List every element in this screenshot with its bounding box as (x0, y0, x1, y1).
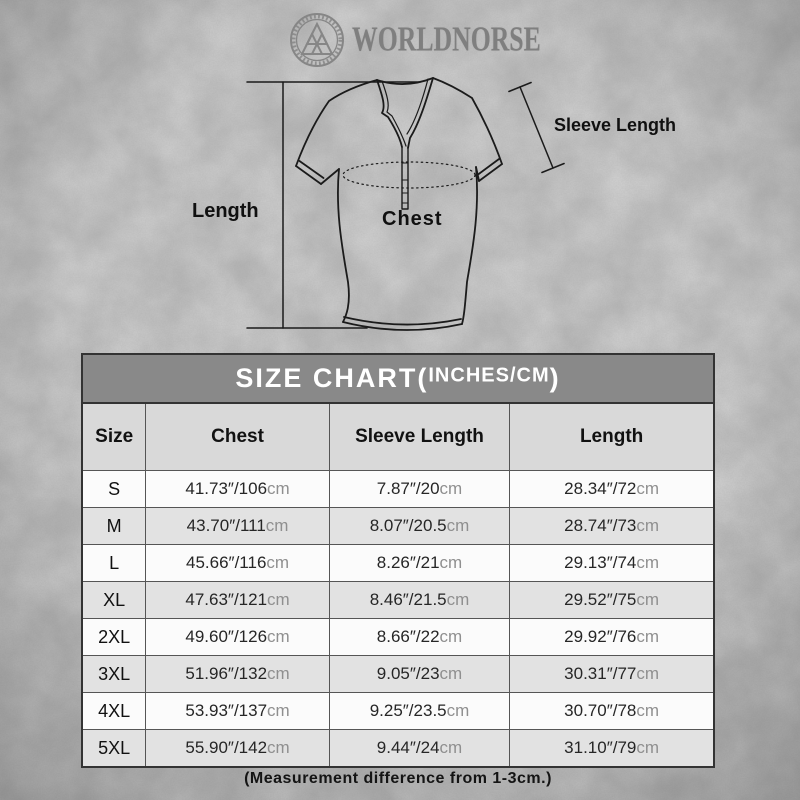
sleeve-unit-label: cm (439, 553, 463, 572)
sleeve-unit-label: cm (439, 664, 463, 683)
size-chart-title: SIZE CHART( (235, 363, 429, 393)
valknut-emblem-icon (288, 12, 346, 70)
size-table-row (82, 508, 714, 545)
column-header-size: Size (82, 403, 146, 471)
size-table-row (82, 730, 714, 768)
size-cell: 2XL (82, 619, 146, 656)
chest-unit-label: cm (265, 516, 289, 535)
chest-cell (146, 471, 329, 508)
sleeve-unit-label: cm (439, 738, 463, 757)
sleeve-length-cell (329, 693, 509, 730)
sleeve-unit-label: cm (446, 701, 470, 720)
chest-value: 45.66″/116 (186, 553, 267, 572)
sleeve-length-value: 8.46″/21.5 (369, 590, 447, 609)
chest-unit-label: cm (267, 479, 290, 498)
chest-unit-label: cm (267, 627, 290, 646)
size-table-row (82, 656, 714, 693)
sleeve-unit-label: cm (439, 479, 463, 498)
sleeve-length-value: 9.05″/23 (376, 664, 440, 683)
size-cell: XL (82, 582, 146, 619)
size-table-row (82, 693, 714, 730)
sleeve-length-cell (329, 582, 509, 619)
chest-cell (146, 693, 329, 730)
chest-cell (146, 730, 329, 768)
length-value: 29.52″/75 (564, 590, 637, 609)
length-value: 29.92″/76 (564, 627, 637, 646)
size-cell: 4XL (82, 693, 146, 730)
length-cell (510, 582, 714, 619)
sleeve-length-value: 8.07″/20.5 (369, 516, 447, 535)
column-header-sleeve-length: Sleeve Length (329, 403, 509, 471)
column-header-chest: Chest (146, 403, 329, 471)
size-table-row (82, 471, 714, 508)
chest-unit-label: cm (266, 553, 290, 572)
length-value: 28.74″/73 (564, 516, 637, 535)
measurement-footnote: (Measurement difference from 1-3cm.) (244, 770, 552, 787)
sleeve-length-value: 9.25″/23.5 (369, 701, 447, 720)
length-cell (510, 508, 714, 545)
size-chart-title-bar (82, 354, 714, 403)
chest-value: 49.60″/126 (185, 627, 268, 646)
length-cell (510, 656, 714, 693)
length-unit-label: cm (636, 516, 660, 535)
sleeve-length-value: 8.26″/21 (376, 553, 440, 572)
length-unit-label: cm (636, 479, 660, 498)
chest-cell (146, 545, 329, 582)
chest-value: 47.63″/121 (185, 590, 268, 609)
size-cell: 5XL (82, 730, 146, 768)
sleeve-length-value: 9.44″/24 (376, 738, 440, 757)
size-cell: L (82, 545, 146, 582)
length-value: 29.13″/74 (564, 553, 637, 572)
sleeve-length-cell (329, 619, 509, 656)
length-unit-label: cm (636, 590, 660, 609)
length-cell (510, 693, 714, 730)
length-cell (510, 619, 714, 656)
chest-unit-label: cm (267, 664, 290, 683)
brand-name: WORLDNORSE (352, 21, 541, 60)
length-unit-label: cm (636, 738, 660, 757)
length-value: 30.31″/77 (564, 664, 637, 683)
size-table-row (82, 582, 714, 619)
size-chart-table (81, 353, 715, 768)
size-table-row (82, 545, 714, 582)
chest-unit-label: cm (267, 701, 290, 720)
length-unit-label: cm (636, 701, 660, 720)
length-label: Length (192, 200, 259, 222)
size-cell: 3XL (82, 656, 146, 693)
chest-value: 51.96″/132 (185, 664, 268, 683)
sleeve-length-cell (329, 471, 509, 508)
column-header-length: Length (510, 403, 714, 471)
size-table-row (82, 619, 714, 656)
chest-unit-label: cm (267, 738, 290, 757)
size-chart-title-cell (82, 354, 714, 403)
sleeve-length-value: 8.66″/22 (376, 627, 440, 646)
sleeve-unit-label: cm (439, 627, 463, 646)
chest-cell (146, 656, 329, 693)
chest-value: 41.73″/106 (185, 479, 268, 498)
length-cell (510, 730, 714, 768)
size-chart-title-units: INCHES/CM (428, 364, 550, 387)
chest-value: 53.93″/137 (185, 701, 268, 720)
length-value: 30.70″/78 (564, 701, 637, 720)
sleeve-unit-label: cm (446, 516, 470, 535)
size-chart-title-close: ) (549, 363, 561, 393)
sleeve-length-cell (329, 656, 509, 693)
size-cell: M (82, 508, 146, 545)
size-cell: S (82, 471, 146, 508)
chest-value: 55.90″/142 (185, 738, 268, 757)
shirt-measurement-diagram (180, 70, 700, 350)
length-value: 31.10″/79 (564, 738, 637, 757)
length-unit-label: cm (636, 627, 660, 646)
length-unit-label: cm (636, 553, 660, 572)
chest-cell (146, 582, 329, 619)
length-unit-label: cm (636, 664, 660, 683)
chest-label: Chest (382, 208, 443, 230)
chest-unit-label: cm (267, 590, 290, 609)
sleeve-length-cell (329, 508, 509, 545)
chest-cell (146, 508, 329, 545)
column-header-row (82, 403, 714, 471)
sleeve-length-cell (329, 545, 509, 582)
chest-cell (146, 619, 329, 656)
chest-value: 43.70″/111 (186, 516, 266, 535)
sleeve-length-cell (329, 730, 509, 768)
size-table-body (82, 471, 714, 768)
sleeve-length-value: 7.87″/20 (376, 479, 440, 498)
length-cell (510, 471, 714, 508)
sleeve-length-label: Sleeve Length (554, 115, 677, 135)
length-cell (510, 545, 714, 582)
length-value: 28.34″/72 (564, 479, 637, 498)
sleeve-unit-label: cm (446, 590, 470, 609)
